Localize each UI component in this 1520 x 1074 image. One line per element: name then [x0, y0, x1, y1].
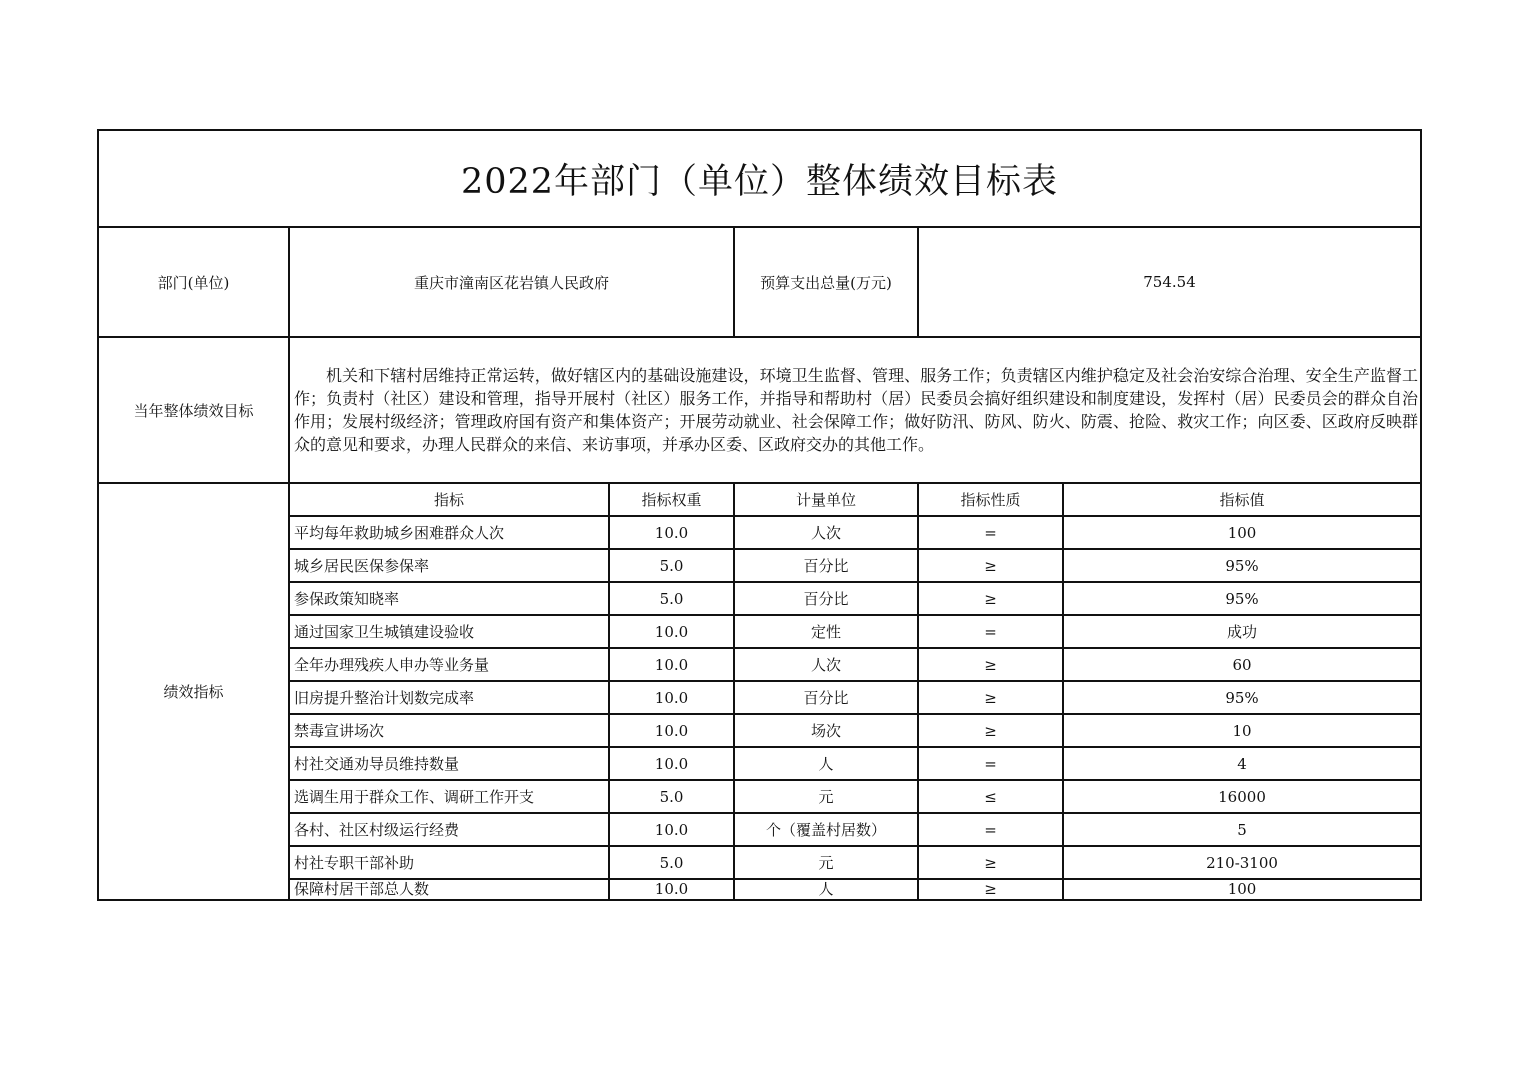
indicator-value: 95%: [1063, 549, 1421, 582]
indicator-unit: 个（覆盖村居数）: [734, 813, 918, 846]
indicator-name: 禁毒宣讲场次: [289, 714, 609, 747]
indicator-weight: 10.0: [609, 879, 734, 900]
department-name: 重庆市潼南区花岩镇人民政府: [289, 227, 734, 337]
indicator-unit: 元: [734, 846, 918, 879]
indicator-weight: 5.0: [609, 582, 734, 615]
annual-goal-text: 机关和下辖村居维持正常运转，做好辖区内的基础设施建设，环境卫生监督、管理、服务工作；负责辖区内维护稳定及社会治安综合治理、安全生产监督工作；负责村（社区）建设和管理，指导开展村（社区）服务工作，并指导和帮助村（居）民委员会搞好组织建设和制度建设，发挥村（居）民委员会的群众自治作用；发展村级经济；管理政府国有资产和集体资产；开展劳动就业、社会保障工作；做好防汛、防风、防火、防震、抢险、救灾工作；向区委、区政府反映群众的意见和要求，办理人民群众的来信、来访事项，并承办区委、区政府交办的其他工作。: [289, 337, 1421, 483]
table-row: [98, 879, 1421, 900]
indicator-value: 95%: [1063, 582, 1421, 615]
header-value: 指标值: [1063, 483, 1421, 516]
indicator-nature: ≥: [918, 714, 1063, 747]
indicator-unit: 人: [734, 747, 918, 780]
indicator-nature: ≤: [918, 780, 1063, 813]
table-row: [98, 681, 1421, 714]
indicator-nature: =: [918, 813, 1063, 846]
indicator-nature: =: [918, 747, 1063, 780]
indicator-nature: ≥: [918, 582, 1063, 615]
header-weight: 指标权重: [609, 483, 734, 516]
department-label: 部门(单位): [98, 227, 289, 337]
indicator-weight: 10.0: [609, 747, 734, 780]
indicator-value: 16000: [1063, 780, 1421, 813]
indicator-value: 成功: [1063, 615, 1421, 648]
indicator-nature: =: [918, 516, 1063, 549]
indicator-nature: ≥: [918, 681, 1063, 714]
indicator-unit: 百分比: [734, 582, 918, 615]
table-row: [98, 780, 1421, 813]
table-row: [98, 582, 1421, 615]
indicator-name: 全年办理残疾人申办等业务量: [289, 648, 609, 681]
table-row: [98, 714, 1421, 747]
indicator-nature: ≥: [918, 648, 1063, 681]
indicator-nature: ≥: [918, 879, 1063, 900]
indicator-name: 选调生用于群众工作、调研工作开支: [289, 780, 609, 813]
indicator-name: 城乡居民医保参保率: [289, 549, 609, 582]
indicator-weight: 5.0: [609, 549, 734, 582]
table-row: [98, 516, 1421, 549]
indicator-weight: 10.0: [609, 615, 734, 648]
indicator-value: 210-3100: [1063, 846, 1421, 879]
indicators-section-label: 绩效指标: [98, 483, 289, 900]
table-row: [98, 648, 1421, 681]
indicator-unit: 定性: [734, 615, 918, 648]
header-unit: 计量单位: [734, 483, 918, 516]
indicator-name: 平均每年救助城乡困难群众人次: [289, 516, 609, 549]
indicator-value: 100: [1063, 516, 1421, 549]
indicator-name: 保障村居干部总人数: [289, 879, 609, 900]
table-row: [98, 813, 1421, 846]
header-indicator: 指标: [289, 483, 609, 516]
indicator-value: 4: [1063, 747, 1421, 780]
indicator-unit: 百分比: [734, 681, 918, 714]
indicator-weight: 10.0: [609, 681, 734, 714]
indicator-name: 村社交通劝导员维持数量: [289, 747, 609, 780]
indicator-unit: 人次: [734, 648, 918, 681]
indicator-weight: 5.0: [609, 780, 734, 813]
annual-goal-label: 当年整体绩效目标: [98, 337, 289, 483]
indicator-weight: 10.0: [609, 516, 734, 549]
indicator-value: 5: [1063, 813, 1421, 846]
indicator-name: 通过国家卫生城镇建设验收: [289, 615, 609, 648]
table-row: [98, 846, 1421, 879]
indicator-weight: 10.0: [609, 813, 734, 846]
table-title: 2022年部门（单位）整体绩效目标表: [98, 130, 1421, 227]
indicator-unit: 百分比: [734, 549, 918, 582]
indicator-name: 旧房提升整治计划数完成率: [289, 681, 609, 714]
indicator-value: 100: [1063, 879, 1421, 900]
indicator-nature: ≥: [918, 846, 1063, 879]
indicator-name: 村社专职干部补助: [289, 846, 609, 879]
budget-value: 754.54: [918, 227, 1421, 337]
indicator-value: 95%: [1063, 681, 1421, 714]
performance-goal-table: [97, 129, 1422, 901]
indicator-weight: 5.0: [609, 846, 734, 879]
indicator-unit: 人次: [734, 516, 918, 549]
header-nature: 指标性质: [918, 483, 1063, 516]
indicator-value: 60: [1063, 648, 1421, 681]
indicator-weight: 10.0: [609, 714, 734, 747]
indicator-name: 参保政策知晓率: [289, 582, 609, 615]
indicator-name: 各村、社区村级运行经费: [289, 813, 609, 846]
indicator-nature: ≥: [918, 549, 1063, 582]
indicator-unit: 人: [734, 879, 918, 900]
budget-label: 预算支出总量(万元): [734, 227, 918, 337]
table-row: [98, 747, 1421, 780]
table-row: [98, 549, 1421, 582]
indicator-unit: 元: [734, 780, 918, 813]
indicator-nature: =: [918, 615, 1063, 648]
table-row: [98, 615, 1421, 648]
indicator-value: 10: [1063, 714, 1421, 747]
indicator-weight: 10.0: [609, 648, 734, 681]
indicator-unit: 场次: [734, 714, 918, 747]
performance-table-sheet: [97, 129, 1420, 901]
